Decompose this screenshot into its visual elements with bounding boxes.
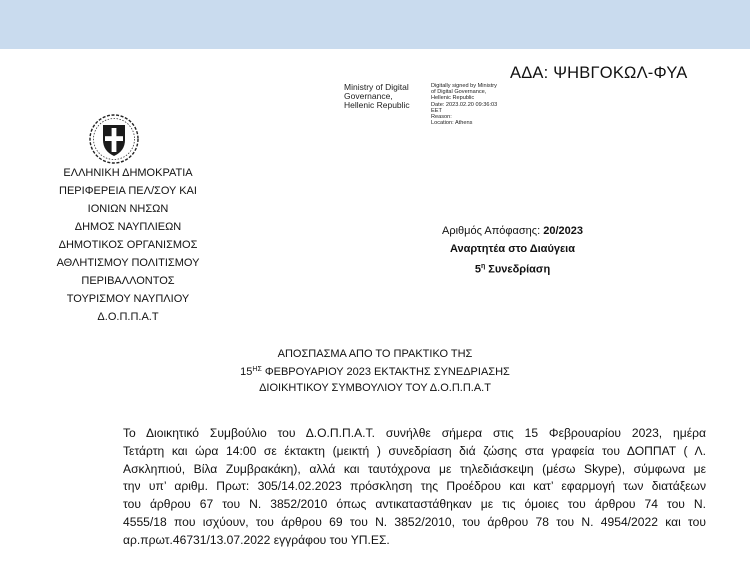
signature-detail-line: Hellenic Republic: [431, 95, 475, 102]
authority-line: Δ.Ο.Π.Π.Α.Τ: [97, 311, 159, 323]
signature-detail-line: EET: [431, 107, 442, 114]
paragraph-line: Ασκληπιού, Βίλα Ζυμβρακάκη), αλλά και ταυτόχρονα με τηλεδιάσκεψη (μέσω Skype), σύμφωνα με: [123, 461, 706, 476]
digital-signer: [344, 83, 410, 110]
decision-info: [410, 222, 615, 279]
excerpt-heading: [0, 346, 750, 396]
signature-detail-line: Location: Athens: [431, 120, 473, 127]
body-paragraph: [123, 425, 706, 550]
authority-line: ΤΟΥΡΙΣΜΟΥ ΝΑΥΠΛΙΟΥ: [66, 293, 190, 305]
signature-detail-line: Digitally signed by Ministry: [431, 83, 497, 89]
signer-line: Ministry of Digital: [344, 82, 409, 92]
issuing-authority: [28, 164, 228, 326]
signature-detail-line: Reason:: [431, 114, 452, 121]
posting-note: Αναρτητέα στο Διαύγεια: [449, 243, 575, 255]
signer-line: Hellenic Republic: [344, 100, 410, 110]
excerpt-date-rest: ΦΕΒΡΟΥΑΡΙΟΥ 2023 ΕΚΤΑΚΤΗΣ ΣΥΝΕΔΡΙΑΣΗΣ: [261, 366, 510, 378]
authority-line: ΔΗΜΟΣ ΝΑΥΠΛΙΕΩΝ: [74, 221, 182, 233]
signer-line: Governance,: [344, 91, 393, 101]
excerpt-day-suffix: ΗΣ: [252, 366, 262, 373]
decision-number-value: 20/2023: [543, 225, 583, 237]
paragraph-line: του άρθρου 67 του Ν. 3852/2010 όπως αντικαταστάθηκαν με τις όμοιες του άρθρου 74 του Ν.: [123, 497, 706, 512]
excerpt-line-3: ΔΙΟΙΚΗΤΙΚΟΥ ΣΥΜΒΟΥΛΙΟΥ ΤΟΥ Δ.Ο.Π.Π.Α.Τ: [259, 382, 491, 394]
session-number: [410, 258, 615, 279]
excerpt-line-2: [0, 362, 750, 380]
paragraph-line: την υπ’ αριθμ. Πρωτ: 305/14.02.2023 πρόσκληση της Προέδρου και κατ’ εφαρμογή των διατάξεων: [123, 479, 706, 494]
session-ordinal-suffix: η: [480, 263, 486, 270]
signature-details: [431, 83, 497, 126]
authority-line: ΙΟΝΙΩΝ ΝΗΣΩΝ: [87, 203, 169, 215]
top-banner: [0, 0, 750, 49]
paragraph-line: Τετάρτη και ώρα 14:00 σε έκτακτη (μεικτή ) συνεδρίαση διά ζώσης στα γραφεία του ΔΟΠΠΑΤ ( Λ.: [123, 443, 706, 458]
authority-line: ΠΕΡΙΦΕΡΕΙΑ ΠΕΛ/ΣΟΥ ΚΑΙ: [59, 185, 197, 197]
signature-detail-line: Date: 2023.02.20 09:36:03: [431, 101, 498, 108]
authority-line: ΠΕΡΙΒΑΛΛΟΝΤΟΣ: [81, 275, 175, 287]
excerpt-day: 15: [240, 366, 253, 378]
session-label: Συνεδρίαση: [485, 263, 551, 276]
paragraph-line: αρ.πρωτ.46731/13.07.2022 εγγράφου του ΥΠ.ΕΣ.: [123, 532, 390, 547]
paragraph-line: 4555/18 που ισχύουν, του άρθρου 69 του Ν. 3852/2010, του άρθρου 78 του Ν. 4954/2022 και του: [123, 514, 706, 529]
decision-number: [410, 222, 615, 240]
decision-number-label: Αριθμός Απόφασης:: [442, 225, 544, 237]
excerpt-line-1: ΑΠΟΣΠΑΣΜΑ ΑΠΟ ΤΟ ΠΡΑΚΤΙΚΟ ΤΗΣ: [277, 348, 473, 360]
authority-line: ΕΛΛΗΝΙΚΗ ΔΗΜΟΚΡΑΤΙΑ: [63, 167, 193, 179]
greek-coat-of-arms-icon: [88, 113, 140, 165]
signature-detail-line: of Digital Governance,: [431, 89, 487, 96]
authority-line: ΔΗΜΟΤΙΚΟΣ ΟΡΓΑΝΙΣΜΟΣ: [58, 239, 198, 251]
authority-line: ΑΘΛΗΤΙΣΜΟΥ ΠΟΛΙΤΙΣΜΟΥ: [56, 257, 200, 269]
paragraph-line: Το Διοικητικό Συμβούλιο του Δ.Ο.Π.Π.Α.Τ. συνήλθε σήμερα στις 15 Φεβρουαρίου 2023, ημέρα: [123, 426, 706, 440]
session-ordinal: 5: [474, 263, 481, 276]
ada-identifier: ΑΔΑ: ΨΗΒΓΟΚΩΛ-ΦΥΑ: [510, 64, 688, 82]
